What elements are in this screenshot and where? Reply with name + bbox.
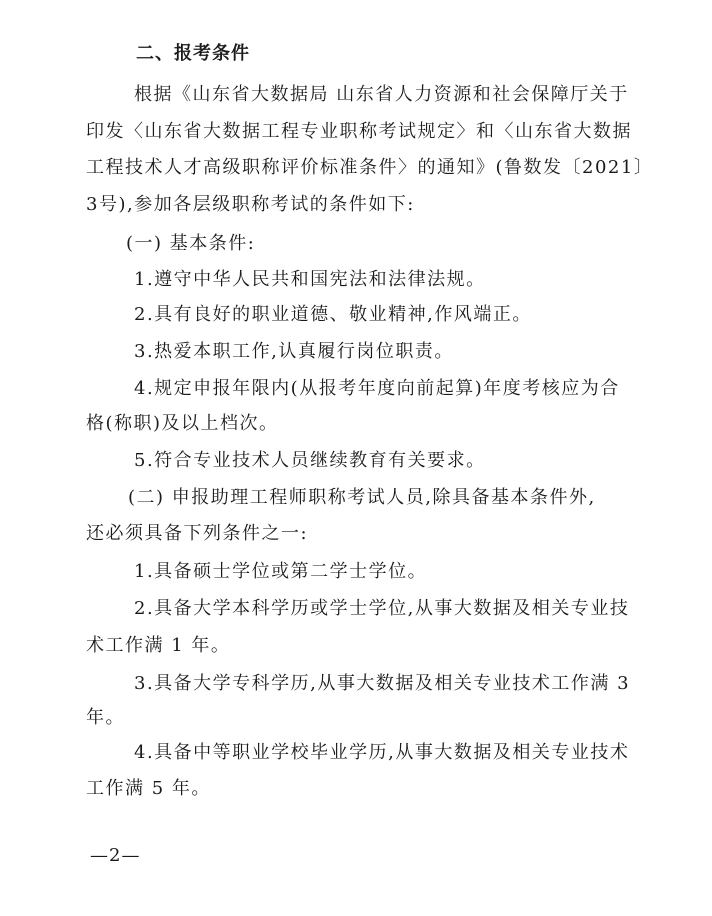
assistant-condition-4-line-1: 4.具备中等职业学校毕业学历,从事大数据及相关专业技术	[134, 742, 630, 763]
intro-line-3: 工程技术人才高级职称评价标准条件〉的通知》(鲁数发〔2021〕	[86, 157, 654, 178]
basic-condition-5: 5.符合专业技术人员继续教育有关要求。	[134, 450, 486, 471]
basic-condition-2: 2.具有良好的职业道德、敬业精神,作风端正。	[134, 304, 532, 325]
intro-line-4: 3号),参加各层级职称考试的条件如下:	[86, 194, 415, 215]
page-number: —2—	[90, 845, 141, 866]
assistant-condition-3-line-2: 年。	[86, 707, 125, 728]
assistant-heading-line-2: 还必须具备下列条件之一:	[86, 523, 309, 544]
assistant-heading-line-1: (二) 申报助理工程师职称考试人员,除具备基本条件外,	[128, 487, 596, 508]
assistant-condition-2-line-1: 2.具备大学本科学历或学士学位,从事大数据及相关专业技	[134, 598, 630, 619]
basic-condition-4-line-1: 4.规定申报年限内(从报考年度向前起算)年度考核应为合	[134, 378, 620, 399]
intro-line-2: 印发〈山东省大数据工程专业职称考试规定〉和〈山东省大数据	[86, 121, 632, 142]
section-title: 二、报考条件	[136, 43, 250, 64]
intro-line-1: 根据《山东省大数据局 山东省人力资源和社会保障厅关于	[134, 84, 629, 105]
assistant-condition-4-line-2: 工作满 5 年。	[86, 778, 211, 799]
basic-condition-3: 3.热爱本职工作,认真履行岗位职责。	[134, 341, 454, 362]
assistant-condition-1: 1.具备硕士学位或第二学士学位。	[134, 561, 428, 582]
basic-condition-4-line-2: 格(称职)及以上档次。	[86, 413, 279, 434]
basic-conditions-heading: (一) 基本条件:	[126, 233, 256, 254]
assistant-condition-3-line-1: 3.具备大学专科学历,从事大数据及相关专业技术工作满 3	[134, 673, 631, 694]
assistant-condition-2-line-2: 术工作满 1 年。	[86, 635, 231, 656]
basic-condition-1: 1.遵守中华人民共和国宪法和法律法规。	[134, 269, 486, 290]
